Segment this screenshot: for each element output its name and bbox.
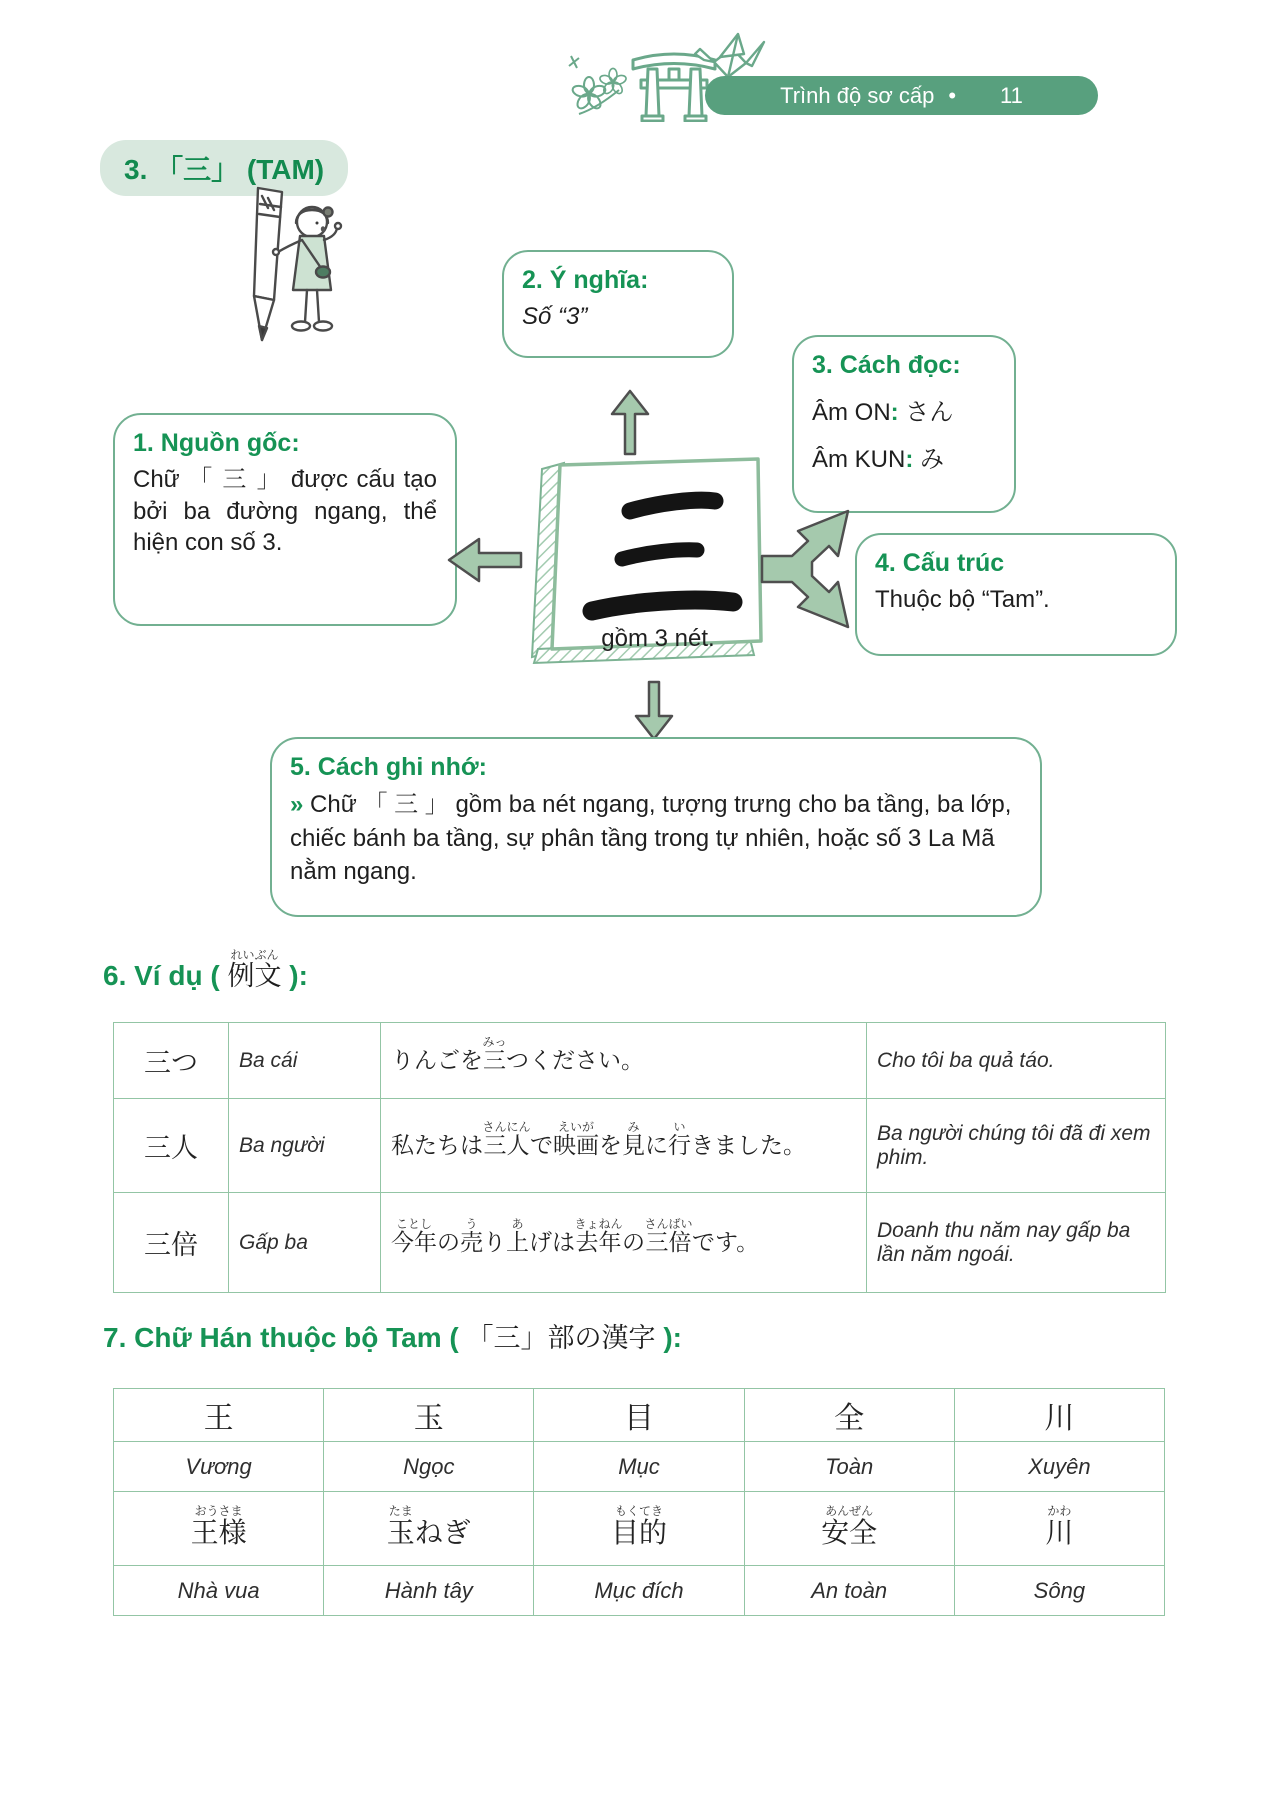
origin-heading: 1. Nguồn gốc: (133, 429, 300, 457)
table-row (114, 1023, 1166, 1099)
radical-hanviet: Vương (114, 1442, 324, 1492)
structure-heading: 4. Cấu trúc (875, 549, 1005, 577)
example-translation: Ba người chúng tôi đã đi xem phim. (867, 1099, 1166, 1193)
example-sentence: 私たちは三人さんにんで映画えいがを見みに行いきました。 (381, 1099, 867, 1193)
stroke-count-caption: gồm 3 nét. (601, 625, 715, 652)
origin-body: Chữ 「 三 」 được cấu tạo bởi ba đường ngang, thể hiện con số 3. (133, 466, 437, 557)
arrow-fork-right-icon (760, 498, 860, 640)
lesson-title: 3. 「三」 (TAM) (100, 140, 348, 196)
radical-kanji: 全 (744, 1389, 954, 1442)
reading-box (792, 335, 1016, 513)
example-sentence: 今年ことしの売うり上あげは去年きょねんの三倍さんばいです。 (381, 1193, 867, 1293)
level-badge-separator: • (948, 82, 957, 108)
table-row (114, 1389, 1165, 1442)
meaning-box (502, 250, 734, 358)
example-meaning: Gấp ba (229, 1193, 381, 1293)
examples-table (113, 1022, 1166, 1293)
radicals-heading: 7. Chữ Hán thuộc bộ Tam ( 「三」部の漢字 ): (103, 1322, 682, 1354)
radical-kanji: 玉 (324, 1389, 534, 1442)
radical-compound: 安全あんぜん (744, 1492, 954, 1566)
example-meaning: Ba cái (229, 1023, 381, 1099)
radical-kanji: 川 (954, 1389, 1164, 1442)
table-row (114, 1492, 1165, 1566)
kanji-card (518, 453, 765, 675)
radical-compound: 王様おうさま (114, 1492, 324, 1566)
example-translation: Cho tôi ba quả táo. (867, 1023, 1166, 1099)
table-row (114, 1099, 1166, 1193)
reading-on-line: Âm ON: さん (812, 399, 954, 426)
example-sentence: りんごを三みっつください。 (381, 1023, 867, 1099)
radical-kanji: 王 (114, 1389, 324, 1442)
structure-body: Thuộc bộ “Tam”. (875, 586, 1050, 613)
radical-meaning: Nhà vua (114, 1566, 324, 1616)
arrow-down-icon (630, 680, 678, 742)
table-row (114, 1442, 1165, 1492)
radical-compound: 目的もくてき (534, 1492, 744, 1566)
radical-meaning: An toàn (744, 1566, 954, 1616)
radical-kanji: 目 (534, 1389, 744, 1442)
examples-heading: 6. Ví dụ ( 例文れいぶん ): (103, 948, 308, 992)
radical-meaning: Sông (954, 1566, 1164, 1616)
table-row (114, 1193, 1166, 1293)
radical-compound: 川かわ (954, 1492, 1164, 1566)
sakura-flowers-icon (563, 48, 631, 120)
example-word: 三人 (114, 1099, 229, 1193)
structure-box (855, 533, 1177, 656)
arrow-up-icon (606, 388, 654, 456)
radical-hanviet: Ngọc (324, 1442, 534, 1492)
radical-hanviet: Xuyên (954, 1442, 1164, 1492)
reading-heading: 3. Cách đọc: (812, 351, 961, 379)
meaning-heading: 2. Ý nghĩa: (522, 266, 649, 294)
meaning-body: Số “3” (522, 303, 588, 330)
girl-with-pencil-illustration (224, 182, 350, 368)
mnemonic-bullet: » (290, 791, 304, 818)
origin-box (113, 413, 457, 626)
level-badge (705, 76, 1098, 115)
reading-kun-line: Âm KUN: み (812, 446, 945, 473)
table-row (114, 1566, 1165, 1616)
radical-hanviet: Mục (534, 1442, 744, 1492)
example-translation: Doanh thu năm nay gấp ba lần năm ngoái. (867, 1193, 1166, 1293)
example-word: 三倍 (114, 1193, 229, 1293)
radical-compound: 玉たまねぎ (324, 1492, 534, 1566)
mnemonic-body: » Chữ 「 三 」 gồm ba nét ngang, tượng trưng cho ba tầng, ba lớp, chiếc bánh ba tầng, sự phân tầng trong tự nhiên, hoặc số 3 La Mã nằm ngang. (290, 791, 1012, 886)
radical-meaning: Hành tây (324, 1566, 534, 1616)
level-badge-label: Trình độ sơ cấp (780, 82, 935, 108)
arrow-left-icon (445, 531, 523, 589)
mnemonic-heading: 5. Cách ghi nhớ: (290, 753, 487, 781)
page-number: 11 (1000, 82, 1023, 108)
example-word: 三つ (114, 1023, 229, 1099)
radical-meaning: Mục đích (534, 1566, 744, 1616)
mnemonic-box (270, 737, 1042, 917)
radical-hanviet: Toàn (744, 1442, 954, 1492)
example-meaning: Ba người (229, 1099, 381, 1193)
radicals-table (113, 1388, 1165, 1616)
